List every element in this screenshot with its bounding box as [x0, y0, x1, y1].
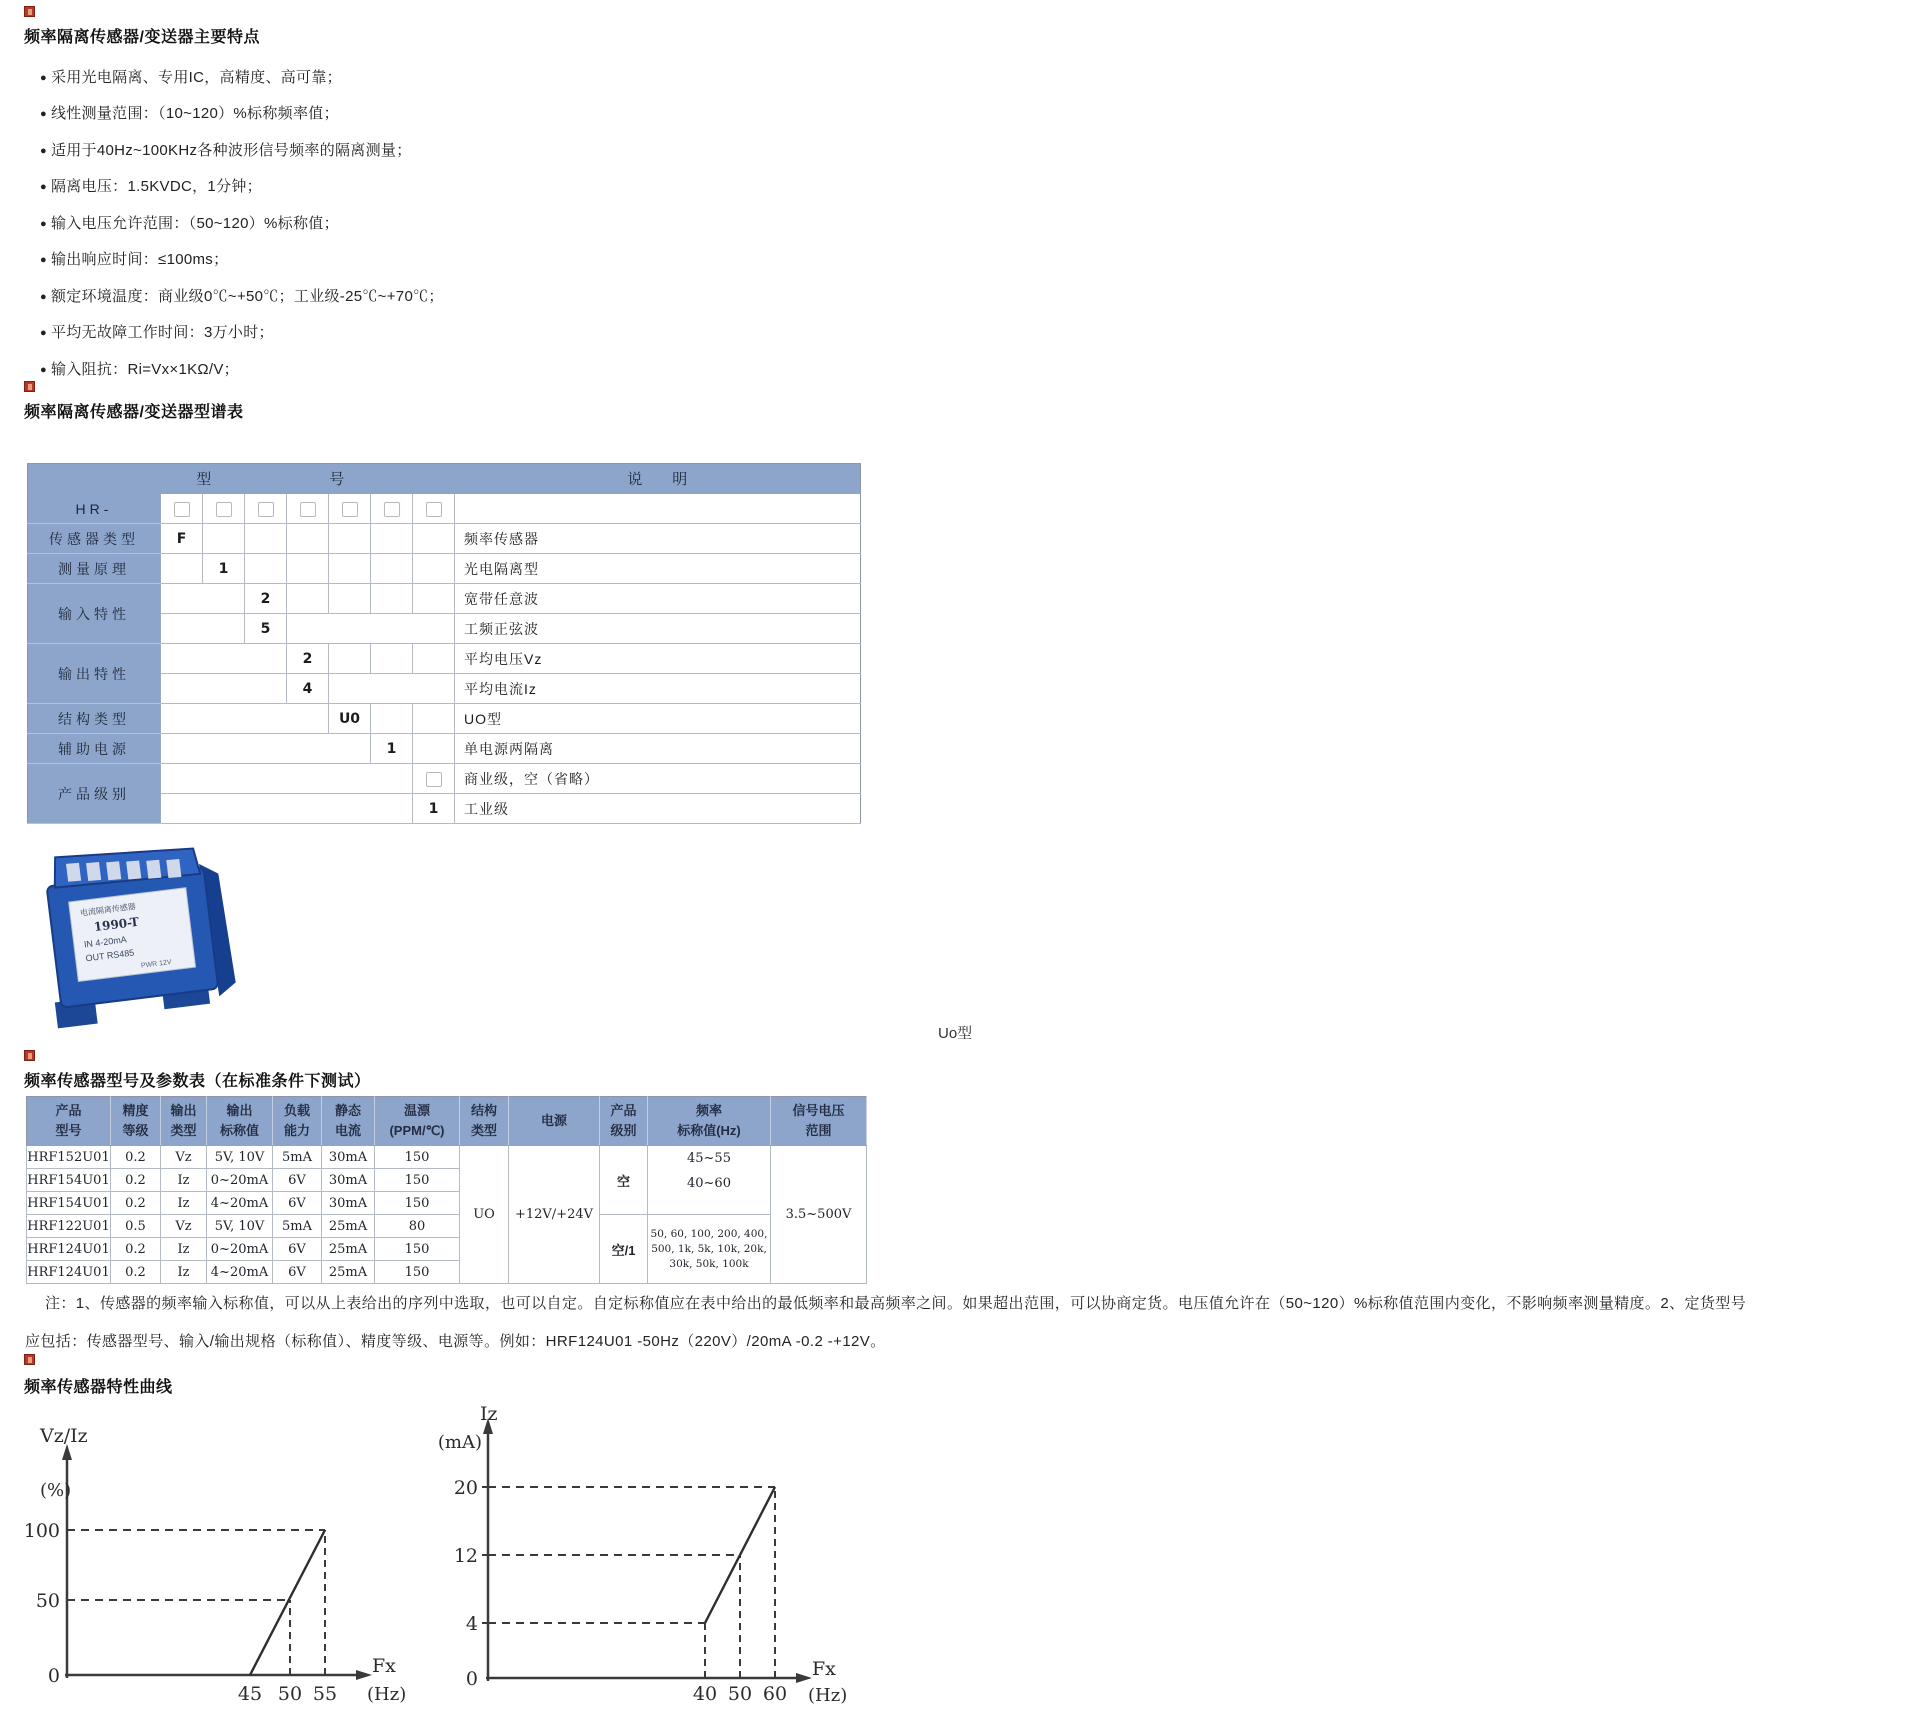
cell	[161, 764, 413, 794]
col-header: 结构 类型	[460, 1097, 509, 1146]
param-row	[27, 1146, 867, 1169]
feature-item: ● 输出响应时间：≤100ms；	[40, 248, 228, 269]
feature-item: ● 额定环境温度：商业级0℃~+50℃；工业级-25℃~+70℃；	[40, 285, 444, 306]
section-marker-icon	[24, 1354, 35, 1365]
parameters-table	[26, 1096, 867, 1284]
cell	[161, 704, 329, 734]
x-tick: 50	[277, 1683, 303, 1705]
cell-grade: 空	[600, 1146, 648, 1215]
module-out-spec: OUT RS485	[85, 947, 135, 964]
col-header: 产品 级别	[600, 1097, 648, 1146]
cell	[161, 794, 413, 824]
cell: 5V, 10V	[207, 1146, 273, 1169]
code-value: 1	[203, 554, 245, 584]
cell: 25mA	[322, 1215, 375, 1238]
x-tick: 50	[727, 1683, 753, 1705]
x-axis-arrow-icon	[796, 1673, 812, 1683]
code-desc: 宽带任意波	[455, 584, 861, 614]
spec-header-model	[28, 464, 455, 494]
params-title: 频率传感器型号及参数表（在标准条件下测试）	[24, 1073, 371, 1090]
x-tick: 60	[762, 1683, 788, 1705]
cell: 6V	[273, 1261, 322, 1284]
cell: 150	[375, 1169, 460, 1192]
cell: 0~20mA	[207, 1169, 273, 1192]
spectrum-title: 频率隔离传感器/变送器型谱表	[24, 404, 244, 421]
cell: 80	[375, 1215, 460, 1238]
cell-frequency: 45~55 40~60	[648, 1146, 771, 1215]
chart-iz-vs-fx	[430, 1400, 870, 1720]
cell	[455, 494, 861, 524]
col-header: 输出 类型	[161, 1097, 207, 1146]
cell	[287, 494, 329, 524]
row-label: 测量原理	[28, 554, 161, 584]
cell: 30mA	[322, 1146, 375, 1169]
x-axis-unit: (Hz)	[808, 1685, 848, 1706]
row-label: 结构类型	[28, 704, 161, 734]
cell	[203, 524, 245, 554]
cell: 150	[375, 1261, 460, 1284]
checkbox-icon	[426, 772, 442, 787]
x-tick: 40	[692, 1683, 718, 1705]
code-desc: 频率传感器	[455, 524, 861, 554]
cell-grade: 空/1	[600, 1215, 648, 1284]
col-header: 电源	[509, 1097, 600, 1146]
cell: 150	[375, 1192, 460, 1215]
code-value: 2	[245, 584, 287, 614]
cell	[287, 554, 329, 584]
feature-item: ● 适用于40Hz~100KHz各种波形信号频率的隔离测量；	[40, 139, 412, 160]
spec-row-hr	[28, 494, 861, 524]
product-photo	[25, 833, 265, 1038]
cell	[161, 644, 287, 674]
feature-item: ● 输入电压允许范围：（50~120）%标称值；	[40, 212, 339, 233]
code-value: 4	[287, 674, 329, 704]
cell	[329, 524, 371, 554]
x-tick: 45	[237, 1683, 263, 1705]
y-tick: 50	[35, 1590, 60, 1612]
y-tick: 12	[453, 1545, 478, 1567]
cell: 150	[375, 1238, 460, 1261]
row-label: 辅助电源	[28, 734, 161, 764]
code-value: F	[161, 524, 203, 554]
cell: 0.2	[111, 1169, 161, 1192]
code-desc: 工业级	[455, 794, 861, 824]
cell: 4~20mA	[207, 1261, 273, 1284]
code-desc: UO型	[455, 704, 861, 734]
y-tick: 4	[465, 1613, 478, 1635]
x-axis-arrow-icon	[356, 1670, 372, 1680]
row-label: 产品级别	[28, 764, 161, 824]
cell-voltage-range: 3.5~500V	[771, 1146, 867, 1284]
x-axis-unit: (Hz)	[367, 1684, 407, 1705]
terminal-slot	[126, 860, 141, 879]
code-desc: 工频正弦波	[455, 614, 861, 644]
cell: Iz	[161, 1169, 207, 1192]
cell: HRF124U01	[27, 1238, 111, 1261]
cell: Iz	[161, 1192, 207, 1215]
cell	[371, 644, 413, 674]
note-line-1: 注：1、传感器的频率输入标称值，可以从上表给出的序列中选取，也可以自定。自定标称值应在表中给出的最低频率和最高频率之间。如果超出范围，可以协商定货。电压值允许在（50~120）%标称值范围内变化，不影响频率测量精度。2、定货型号	[45, 1295, 1747, 1312]
cell: 6V	[273, 1192, 322, 1215]
cell: 6V	[273, 1169, 322, 1192]
checkbox-icon	[174, 502, 190, 517]
y-axis-label: Vz/Iz	[40, 1425, 88, 1447]
checkbox-icon	[300, 502, 316, 517]
spec-row-structure	[28, 704, 861, 734]
cell	[413, 554, 455, 584]
cell: HRF154U01	[27, 1169, 111, 1192]
cell: 0.2	[111, 1238, 161, 1261]
cell: 30mA	[322, 1192, 375, 1215]
cell-power: +12V/+24V	[509, 1146, 600, 1284]
cell	[413, 704, 455, 734]
data-line	[250, 1530, 325, 1675]
y-tick: 0	[465, 1668, 478, 1690]
cell	[413, 494, 455, 524]
col-header: 静态 电流	[322, 1097, 375, 1146]
y-axis-unit: (%)	[40, 1480, 72, 1501]
col-header: 频率 标称值(Hz)	[648, 1097, 771, 1146]
feature-item: ● 线性测量范围：（10~120）%标称频率值；	[40, 102, 339, 123]
cell	[413, 764, 455, 794]
cell: 0.5	[111, 1215, 161, 1238]
spec-header-xing: 型	[196, 471, 212, 488]
code-value: U0	[329, 704, 371, 734]
y-tick: 20	[453, 1477, 478, 1499]
code-desc: 商业级，空（省略）	[455, 764, 861, 794]
terminal-slot	[66, 863, 81, 882]
param-header-row	[27, 1097, 867, 1146]
spec-header-hao: 号	[329, 471, 345, 488]
module-pwr: PWR 12V	[140, 959, 172, 970]
y-axis-unit: (mA)	[437, 1432, 482, 1453]
cell: HRF122U01	[27, 1215, 111, 1238]
cell: 30mA	[322, 1169, 375, 1192]
col-header: 负载 能力	[273, 1097, 322, 1146]
code-desc: 平均电流Iz	[455, 674, 861, 704]
terminal-slot	[106, 861, 121, 880]
feature-item: ● 输入阻抗：Ri=Vx×1KΩ/V；	[40, 358, 239, 379]
code-value: 1	[371, 734, 413, 764]
cell: 0~20mA	[207, 1238, 273, 1261]
code-value: 1	[413, 794, 455, 824]
cell	[329, 554, 371, 584]
features-title: 频率隔离传感器/变送器主要特点	[24, 29, 260, 46]
checkbox-icon	[342, 502, 358, 517]
cell	[161, 734, 371, 764]
cell	[413, 524, 455, 554]
cell: Iz	[161, 1238, 207, 1261]
spec-row-sensor-type	[28, 524, 861, 554]
module-in-spec: IN 4-20mA	[83, 934, 128, 950]
feature-item: ● 隔离电压：1.5KVDC，1分钟；	[40, 175, 262, 196]
spec-header-row	[28, 464, 861, 494]
spec-row-grade-1	[28, 764, 861, 794]
cell	[329, 644, 371, 674]
cell: HRF124U01	[27, 1261, 111, 1284]
row-label: HR-	[28, 494, 161, 524]
x-tick: 55	[312, 1683, 338, 1705]
spec-row-output-1	[28, 644, 861, 674]
code-desc: 平均电压Vz	[455, 644, 861, 674]
spec-row-aux-power	[28, 734, 861, 764]
y-tick: 0	[47, 1665, 60, 1687]
cell	[329, 584, 371, 614]
cell	[245, 494, 287, 524]
cell	[161, 614, 245, 644]
cell	[329, 674, 455, 704]
cell	[371, 584, 413, 614]
x-axis-label: Fx	[812, 1658, 836, 1680]
cell: 0.2	[111, 1192, 161, 1215]
spec-row-input-1	[28, 584, 861, 614]
cell	[413, 734, 455, 764]
col-header: 温漂 (PPM/℃)	[375, 1097, 460, 1146]
cell: Vz	[161, 1146, 207, 1169]
y-axis-label: Iz	[480, 1403, 498, 1425]
cell	[287, 524, 329, 554]
x-axis-label: Fx	[372, 1655, 396, 1677]
cell-structure: UO	[460, 1146, 509, 1284]
cell	[287, 614, 455, 644]
checkbox-icon	[258, 502, 274, 517]
code-desc: 单电源两隔离	[455, 734, 861, 764]
cell: 25mA	[322, 1238, 375, 1261]
cell	[245, 524, 287, 554]
chart-vz-iz-vs-fx	[20, 1400, 440, 1720]
cell: Vz	[161, 1215, 207, 1238]
cell	[287, 584, 329, 614]
cell	[413, 644, 455, 674]
cell	[161, 674, 287, 704]
code-value: 5	[245, 614, 287, 644]
curves-title: 频率传感器特性曲线	[24, 1379, 173, 1396]
row-label: 输入特性	[28, 584, 161, 644]
cell: 6V	[273, 1238, 322, 1261]
code-desc: 光电隔离型	[455, 554, 861, 584]
section-marker-icon	[24, 1050, 35, 1061]
code-value: 2	[287, 644, 329, 674]
cell: 25mA	[322, 1261, 375, 1284]
module-model: 1990-T	[93, 914, 140, 935]
col-header: 精度 等级	[111, 1097, 161, 1146]
terminal-slot	[86, 862, 101, 881]
module-label-line: 电流隔离传感器	[79, 901, 137, 918]
cell	[161, 554, 203, 584]
cell: 5mA	[273, 1146, 322, 1169]
row-label: 传感器类型	[28, 524, 161, 554]
feature-item: ● 采用光电隔离、专用IC，高精度、高可靠；	[40, 66, 342, 87]
terminal-slot	[146, 860, 161, 879]
cell	[371, 494, 413, 524]
cell: 0.2	[111, 1146, 161, 1169]
cell: 150	[375, 1146, 460, 1169]
cell	[203, 494, 245, 524]
checkbox-icon	[216, 502, 232, 517]
y-tick: 100	[23, 1520, 60, 1542]
cell	[245, 554, 287, 584]
cell	[371, 704, 413, 734]
cell	[371, 524, 413, 554]
cell: Iz	[161, 1261, 207, 1284]
note-line-2: 应包括：传感器型号、输入/输出规格（标称值）、精度等级、电源等。例如：HRF124U01 -50Hz（220V）/20mA -0.2 -+12V。	[25, 1333, 886, 1350]
cell: 5V, 10V	[207, 1215, 273, 1238]
spec-row-principle	[28, 554, 861, 584]
feature-item: ● 平均无故障工作时间：3万小时；	[40, 321, 274, 342]
cell: 0.2	[111, 1261, 161, 1284]
checkbox-icon	[384, 502, 400, 517]
param-row	[27, 1215, 867, 1238]
cell	[161, 494, 203, 524]
cell: HRF152U01	[27, 1146, 111, 1169]
cell	[413, 584, 455, 614]
section-marker-icon	[24, 381, 35, 392]
model-spectrum-table	[27, 463, 861, 824]
row-label: 输出特性	[28, 644, 161, 704]
cell	[161, 584, 245, 614]
col-header: 输出 标称值	[207, 1097, 273, 1146]
cell: 5mA	[273, 1215, 322, 1238]
checkbox-icon	[426, 502, 442, 517]
col-header: 产品 型号	[27, 1097, 111, 1146]
cell	[371, 554, 413, 584]
section-marker-icon	[24, 6, 35, 17]
structure-type-caption: Uo型	[938, 1025, 973, 1042]
cell-frequency: 50, 60, 100, 200, 400, 500, 1k, 5k, 10k, 20k, 30k, 50k, 100k	[648, 1215, 771, 1284]
spec-header-desc: 说 明	[455, 464, 861, 494]
terminal-slot	[166, 859, 181, 878]
cell: 4~20mA	[207, 1192, 273, 1215]
cell: HRF154U01	[27, 1192, 111, 1215]
cell	[329, 494, 371, 524]
col-header: 信号电压 范围	[771, 1097, 867, 1146]
